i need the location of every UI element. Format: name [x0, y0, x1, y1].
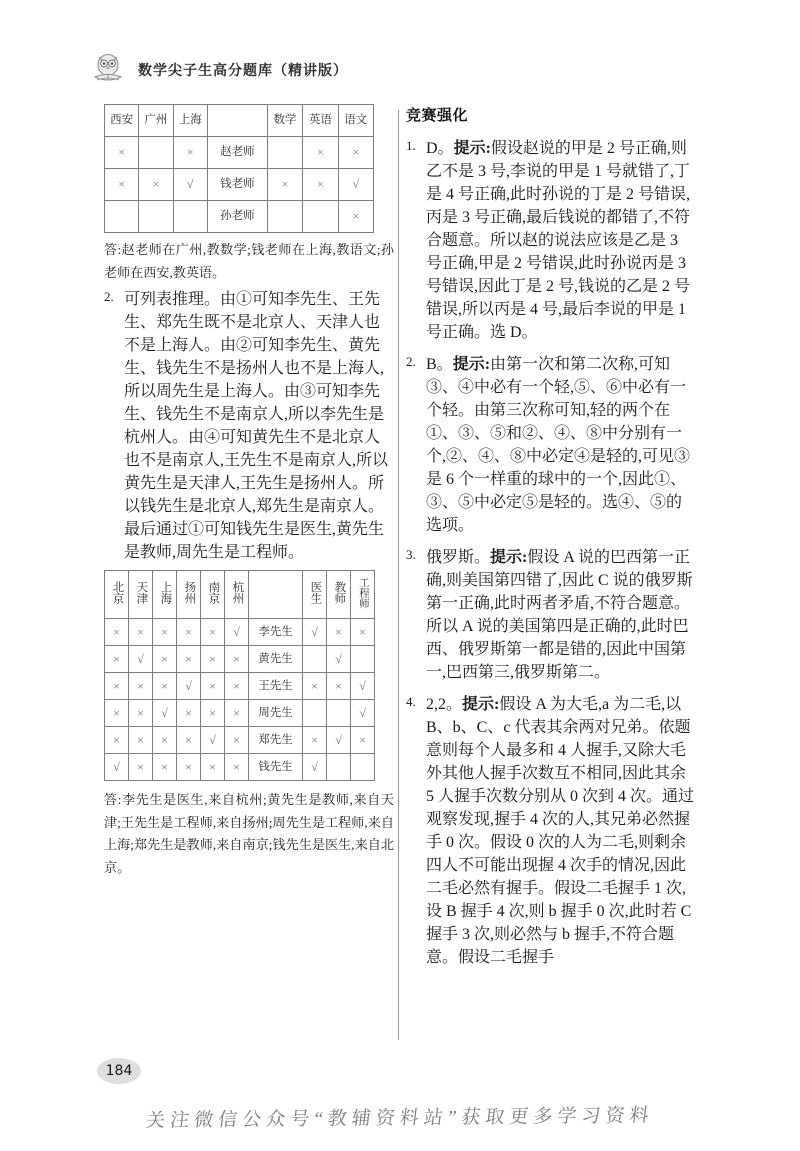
table-cell: 赵老师 — [207, 137, 267, 169]
table-cell: 黄先生 — [249, 646, 303, 673]
table-cell: × — [177, 754, 201, 781]
table-cell: × — [105, 700, 129, 727]
table-cell: × — [201, 673, 225, 700]
page-number: 184 — [97, 1058, 141, 1084]
tip-label: 提示: — [490, 549, 528, 566]
table-header-cell — [327, 571, 351, 619]
table-cell: 王先生 — [249, 673, 303, 700]
table-header-cell — [105, 571, 129, 619]
table-header-cell — [201, 571, 225, 619]
item-number: 2. — [406, 354, 416, 369]
table-cell: √ — [129, 646, 153, 673]
table-cell: × — [225, 727, 249, 754]
item-answer: 俄罗斯。 — [426, 549, 491, 566]
table-cell — [351, 646, 375, 673]
table-cell: √ — [327, 727, 351, 754]
table-row — [105, 201, 374, 233]
item-number: 2. — [104, 289, 114, 305]
table-row — [105, 619, 375, 646]
table-cell: √ — [327, 646, 351, 673]
answer-paragraph-2: 答:李先生是医生,来自杭州;黄先生是教师,来自天津;王先生是工程师,来自扬州;周先生是工程师,来自上海;郑先生是教师,来自南京;钱先生是医生,来自北京。 — [104, 792, 394, 875]
solution-item-3 — [406, 544, 696, 682]
solution-item-4 — [406, 691, 696, 967]
item-text: 可列表推理。由①可知李先生、王先生、郑先生既不是北京人、天津人也不是上海人。由②可知李先生、黄先生、钱先生不是扬州人也不是上海人,所以周先生是上海人。由③可知李先生、钱先生不是南京人,所以李先生是杭州人。由④可知黄先生不是北京人也不是南京人,王先生不是南京人,所以黄先生是天津人,王先生是扬州人。所以钱先生是北京人,郑先生是南京人。最后通过①可知钱先生是医生,黄先生是教师,周先生是工程师。 — [124, 291, 389, 562]
item-number: 4. — [406, 694, 416, 709]
header-label: 医生 — [309, 581, 322, 605]
table-cell — [303, 700, 327, 727]
table-cell: × — [105, 137, 139, 169]
table-cell: × — [153, 727, 177, 754]
table-cell — [267, 201, 302, 233]
table-cell: × — [105, 169, 139, 201]
table-header-cell — [207, 105, 267, 137]
table-header-cell — [249, 571, 303, 619]
table-cell: × — [267, 169, 302, 201]
table-cell: × — [225, 646, 249, 673]
table-cell: √ — [153, 700, 177, 727]
table-row — [105, 646, 375, 673]
table-cell: × — [351, 619, 375, 646]
table-cell: √ — [177, 673, 201, 700]
table-header-cell: 广州 — [139, 105, 173, 137]
gentlemen-logic-table — [104, 570, 375, 781]
table-cell: × — [201, 700, 225, 727]
table-cell: × — [153, 754, 177, 781]
table-cell: √ — [303, 754, 327, 781]
table-cell: × — [153, 673, 177, 700]
table-cell — [105, 201, 139, 233]
table-cell — [139, 201, 173, 233]
table-row — [105, 700, 375, 727]
table-cell: √ — [173, 169, 207, 201]
item-answer: B。 — [426, 356, 453, 373]
item-text: 假设 A 说的巴西第一正确,则美国第四错了,因此 C 说的俄罗斯第一正确,此时两者矛盾,不符合题意。所以 A 说的美国第四是正确的,此时巴西、俄罗斯第一都是错的,因此中国第一,巴西第三,俄罗斯第二。 — [426, 549, 693, 681]
tip-label: 提示: — [452, 356, 491, 373]
table-cell: × — [327, 619, 351, 646]
table-cell: × — [338, 137, 373, 169]
table-cell: × — [338, 201, 373, 233]
table-header-cell — [153, 571, 177, 619]
header-label: 扬州 — [183, 581, 196, 605]
table-header-cell: 英语 — [303, 105, 338, 137]
table-cell: √ — [201, 727, 225, 754]
table-cell: 李先生 — [249, 619, 303, 646]
teacher-logic-table — [104, 104, 374, 233]
table-cell: 孙老师 — [207, 201, 267, 233]
table-cell: 钱老师 — [207, 169, 267, 201]
table-cell: 钱先生 — [249, 754, 303, 781]
table-cell: × — [327, 673, 351, 700]
watermark-text: 关注微信公众号“教辅资料站”获取更多学习资料 — [144, 1105, 655, 1132]
table-cell: × — [129, 619, 153, 646]
table-cell: √ — [338, 169, 373, 201]
header-label: 工程师 — [357, 577, 369, 609]
table-cell: × — [303, 727, 327, 754]
solution-item-1 — [406, 135, 696, 342]
item-text: 由第一次和第二次称,可知③、④中必有一个轻,⑤、⑥中必有一个轻。由第三次称可知,轻的两个在①、③、⑤和②、④、⑧中分别有一个,②、④、⑧中必定④是轻的,可见③是 6 个一样重的球中的一个,因此①、③、⑤中必定⑤是轻的。选④、⑤的选项。 — [426, 356, 691, 534]
solution-item-2 — [104, 286, 394, 562]
column-divider — [398, 110, 399, 1040]
tip-label: 提示: — [453, 140, 491, 157]
table-cell — [351, 754, 375, 781]
book-title: 数学尖子生高分题库（精讲版） — [138, 64, 348, 79]
table-cell: × — [303, 169, 338, 201]
table-cell: × — [225, 754, 249, 781]
table-row — [105, 571, 375, 619]
item-answer: 2,2。 — [426, 696, 463, 713]
table-row — [105, 169, 374, 201]
table-cell: √ — [225, 619, 249, 646]
header-label: 天津 — [135, 581, 148, 605]
header-label: 南京 — [207, 581, 220, 605]
table-cell: √ — [105, 754, 129, 781]
section-title: 竞赛强化 — [406, 106, 469, 124]
table-cell: × — [303, 137, 338, 169]
table-cell — [327, 700, 351, 727]
table-cell: × — [201, 754, 225, 781]
table-cell: × — [105, 673, 129, 700]
table-header-cell — [177, 571, 201, 619]
table-cell: × — [105, 727, 129, 754]
table-cell — [139, 137, 173, 169]
table-cell: × — [225, 673, 249, 700]
table-header-cell: 西安 — [105, 105, 139, 137]
table-header-cell — [225, 571, 249, 619]
table-row — [105, 105, 374, 137]
table-cell: × — [177, 700, 201, 727]
table-header-cell: 数学 — [267, 105, 302, 137]
table-cell — [173, 201, 207, 233]
table-cell — [303, 201, 338, 233]
table-cell: × — [177, 646, 201, 673]
tip-label: 提示: — [462, 696, 500, 713]
table-header-cell: 语文 — [338, 105, 373, 137]
table-cell: × — [225, 700, 249, 727]
table-cell: × — [129, 754, 153, 781]
table-cell: × — [351, 727, 375, 754]
table-header-cell — [351, 571, 375, 619]
table-row — [105, 673, 375, 700]
table-cell: × — [129, 700, 153, 727]
table-cell: × — [153, 646, 177, 673]
table-row — [105, 754, 375, 781]
table-cell: × — [177, 619, 201, 646]
table-cell: × — [105, 646, 129, 673]
header-label: 北京 — [111, 581, 124, 605]
item-text: 假设 A 为大毛,a 为二毛,以 B、b、C、c 代表其余两对兄弟。依题意则每个人最多和 4 人握手,又除大毛外其他人握手次数互不相同,因此其余 5 人握手次数分别从 0 次到 4 次。通过观察发现,握手 4 次的人,其兄弟必然握手 0 次。假设 0 次的人为二毛,则剩余四人不可能出现握 4 次手的情况,因此二毛必然有握手。假设二毛握手 1 次,设 B 握手 4 次,则 b 握手 0 次,此时若 C 握手 3 次,则必然与 b 握手,不符合题意。假设二毛握手 — [426, 696, 695, 966]
item-text: 假设赵说的甲是 2 号正确,则乙不是 3 号,李说的甲是 1 号就错了,丁是 4 号正确,此时孙说的丁是 2 号错误,丙是 3 号正确,最后钱说的都错了,不符合题意。所以赵的说法应该是乙是 3 号正确,甲是 2 号错误,此时孙说丙是 3 号错误,因此丁是 2 号,钱说的乙是 2 号错误,所以丙是 4 号,最后李说的甲是 1 号正确。选 D。 — [426, 140, 691, 341]
table-cell: × — [105, 619, 129, 646]
table-cell: × — [129, 673, 153, 700]
table-cell — [327, 754, 351, 781]
table-cell: × — [139, 169, 173, 201]
answer-paragraph-1: 答:赵老师在广州,教数学;钱老师在上海,教语文;孙老师在西安,教英语。 — [104, 242, 394, 280]
table-cell: 周先生 — [249, 700, 303, 727]
owl-reading-book-icon — [88, 50, 128, 90]
item-number: 3. — [406, 547, 416, 562]
page-header — [88, 48, 728, 92]
header-label: 杭州 — [231, 581, 244, 605]
table-cell: × — [129, 727, 153, 754]
item-number: 1. — [406, 138, 416, 153]
table-cell: × — [201, 646, 225, 673]
table-header-cell — [129, 571, 153, 619]
left-column — [104, 104, 394, 882]
table-cell — [303, 646, 327, 673]
table-header-cell — [303, 571, 327, 619]
content-columns — [0, 104, 800, 1044]
table-cell: × — [177, 727, 201, 754]
table-cell: × — [303, 673, 327, 700]
header-label: 教师 — [333, 581, 346, 605]
right-column — [406, 104, 696, 967]
table-cell: × — [153, 619, 177, 646]
table-header-cell: 上海 — [173, 105, 207, 137]
item-answer: D。 — [426, 140, 454, 157]
table-cell: √ — [303, 619, 327, 646]
table-cell: × — [201, 619, 225, 646]
table-row — [105, 137, 374, 169]
table-row — [105, 727, 375, 754]
table-cell: 郑先生 — [249, 727, 303, 754]
table-cell — [267, 137, 302, 169]
table-cell: √ — [351, 700, 375, 727]
solution-item-2 — [406, 351, 696, 535]
header-label: 上海 — [159, 581, 172, 605]
table-cell: × — [173, 137, 207, 169]
table-cell: √ — [351, 673, 375, 700]
